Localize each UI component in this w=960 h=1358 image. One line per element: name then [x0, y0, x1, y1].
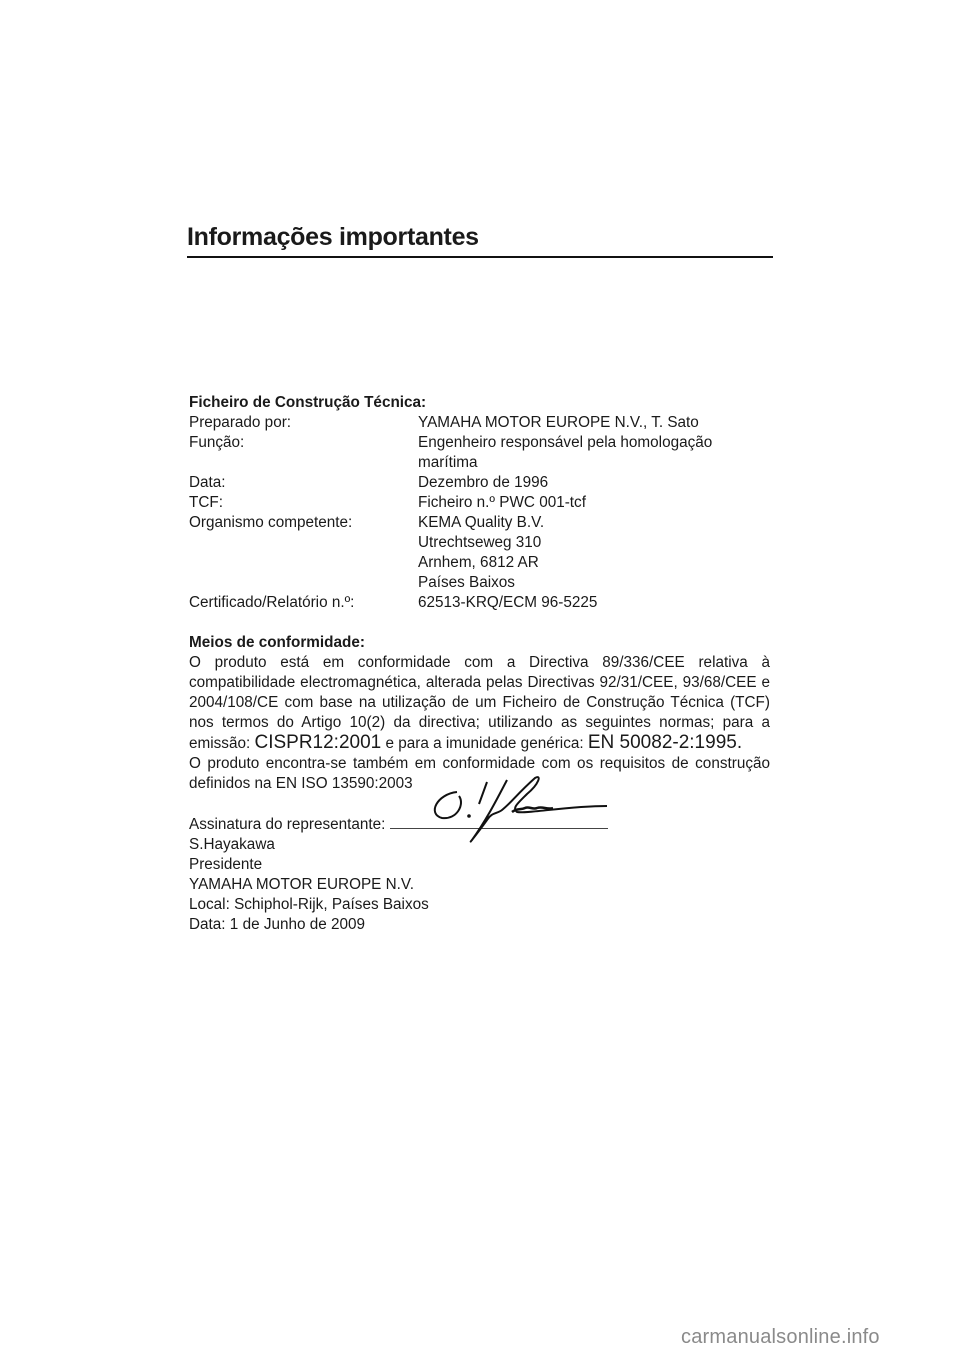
signature-place: Local: Schiphol-Rijk, Países Baixos	[189, 896, 429, 913]
row-label: Organismo competente:	[189, 514, 353, 531]
row-label: TCF:	[189, 494, 223, 511]
declaration-content	[189, 393, 770, 935]
row-label: Preparado por:	[189, 414, 292, 431]
conformity-heading: Meios de conformidade:	[189, 634, 365, 651]
signature-row	[189, 814, 770, 835]
value-line: Ficheiro n.º PWC 001-tcf	[418, 494, 586, 511]
signature-label: Assinatura do representante:	[189, 816, 386, 833]
row-value	[418, 433, 770, 473]
row-label: Função:	[189, 434, 245, 451]
row-date	[189, 473, 770, 493]
paragraph-text: O produto está em conformidade com a Directiva 89/336/CEE relativa à compatibilidade electromagnética, alterada pelas Directivas 92/31/CEE, 93/68/CEE e 2004/108/CE com base na utilização de um Ficheiro de Construção Técnica (TCF) nos termos do Artigo 10(2) da directiva; utilizando as seguintes normas; para a emissão:	[189, 654, 770, 752]
technical-file-heading: Ficheiro de Construção Técnica:	[189, 394, 427, 411]
value-line: Arnhem, 6812 AR	[418, 554, 539, 571]
row-value	[418, 473, 770, 493]
row-prepared-by	[189, 413, 770, 433]
signatory-name: S.Hayakawa	[189, 836, 275, 853]
row-value	[418, 413, 770, 433]
signature-date: Data: 1 de Junho de 2009	[189, 916, 366, 933]
value-line: Utrechtseweg 310	[418, 534, 542, 551]
paragraph-text: e para a imunidade genérica:	[381, 735, 588, 752]
row-function	[189, 433, 770, 473]
immunity-standard: EN 50082-2:1995.	[587, 732, 743, 753]
value-line: Países Baixos	[418, 574, 515, 591]
row-label: Data:	[189, 474, 226, 491]
value-line: Dezembro de 1996	[418, 474, 549, 491]
signatory-company: YAMAHA MOTOR EUROPE N.V.	[189, 876, 414, 893]
construction-paragraph: O produto encontra-se também em conformidade com os requisitos de construção definidos na EN ISO 13590:2003	[189, 755, 770, 792]
row-tcf	[189, 493, 770, 513]
value-line: Engenheiro responsável pela homologação	[418, 434, 713, 451]
value-line: KEMA Quality B.V.	[418, 514, 545, 531]
signatory-role: Presidente	[189, 856, 263, 873]
watermark: carmanualsonline.info	[681, 1326, 880, 1348]
emission-standard: CISPR12:2001	[254, 732, 382, 753]
value-line: marítima	[418, 454, 478, 471]
row-value	[418, 593, 770, 613]
value-line: YAMAHA MOTOR EUROPE N.V., T. Sato	[418, 414, 699, 431]
row-certificate	[189, 593, 770, 613]
spacer	[189, 613, 770, 633]
row-label: Certificado/Relatório n.º:	[189, 594, 355, 611]
row-value	[418, 513, 770, 593]
page-title: Informações importantes	[187, 222, 773, 258]
row-value	[418, 493, 770, 513]
conformity-paragraph	[189, 653, 770, 754]
signature-icon	[417, 774, 617, 844]
row-notified-body	[189, 513, 770, 593]
value-line: 62513-KRQ/ECM 96-5225	[418, 594, 598, 611]
